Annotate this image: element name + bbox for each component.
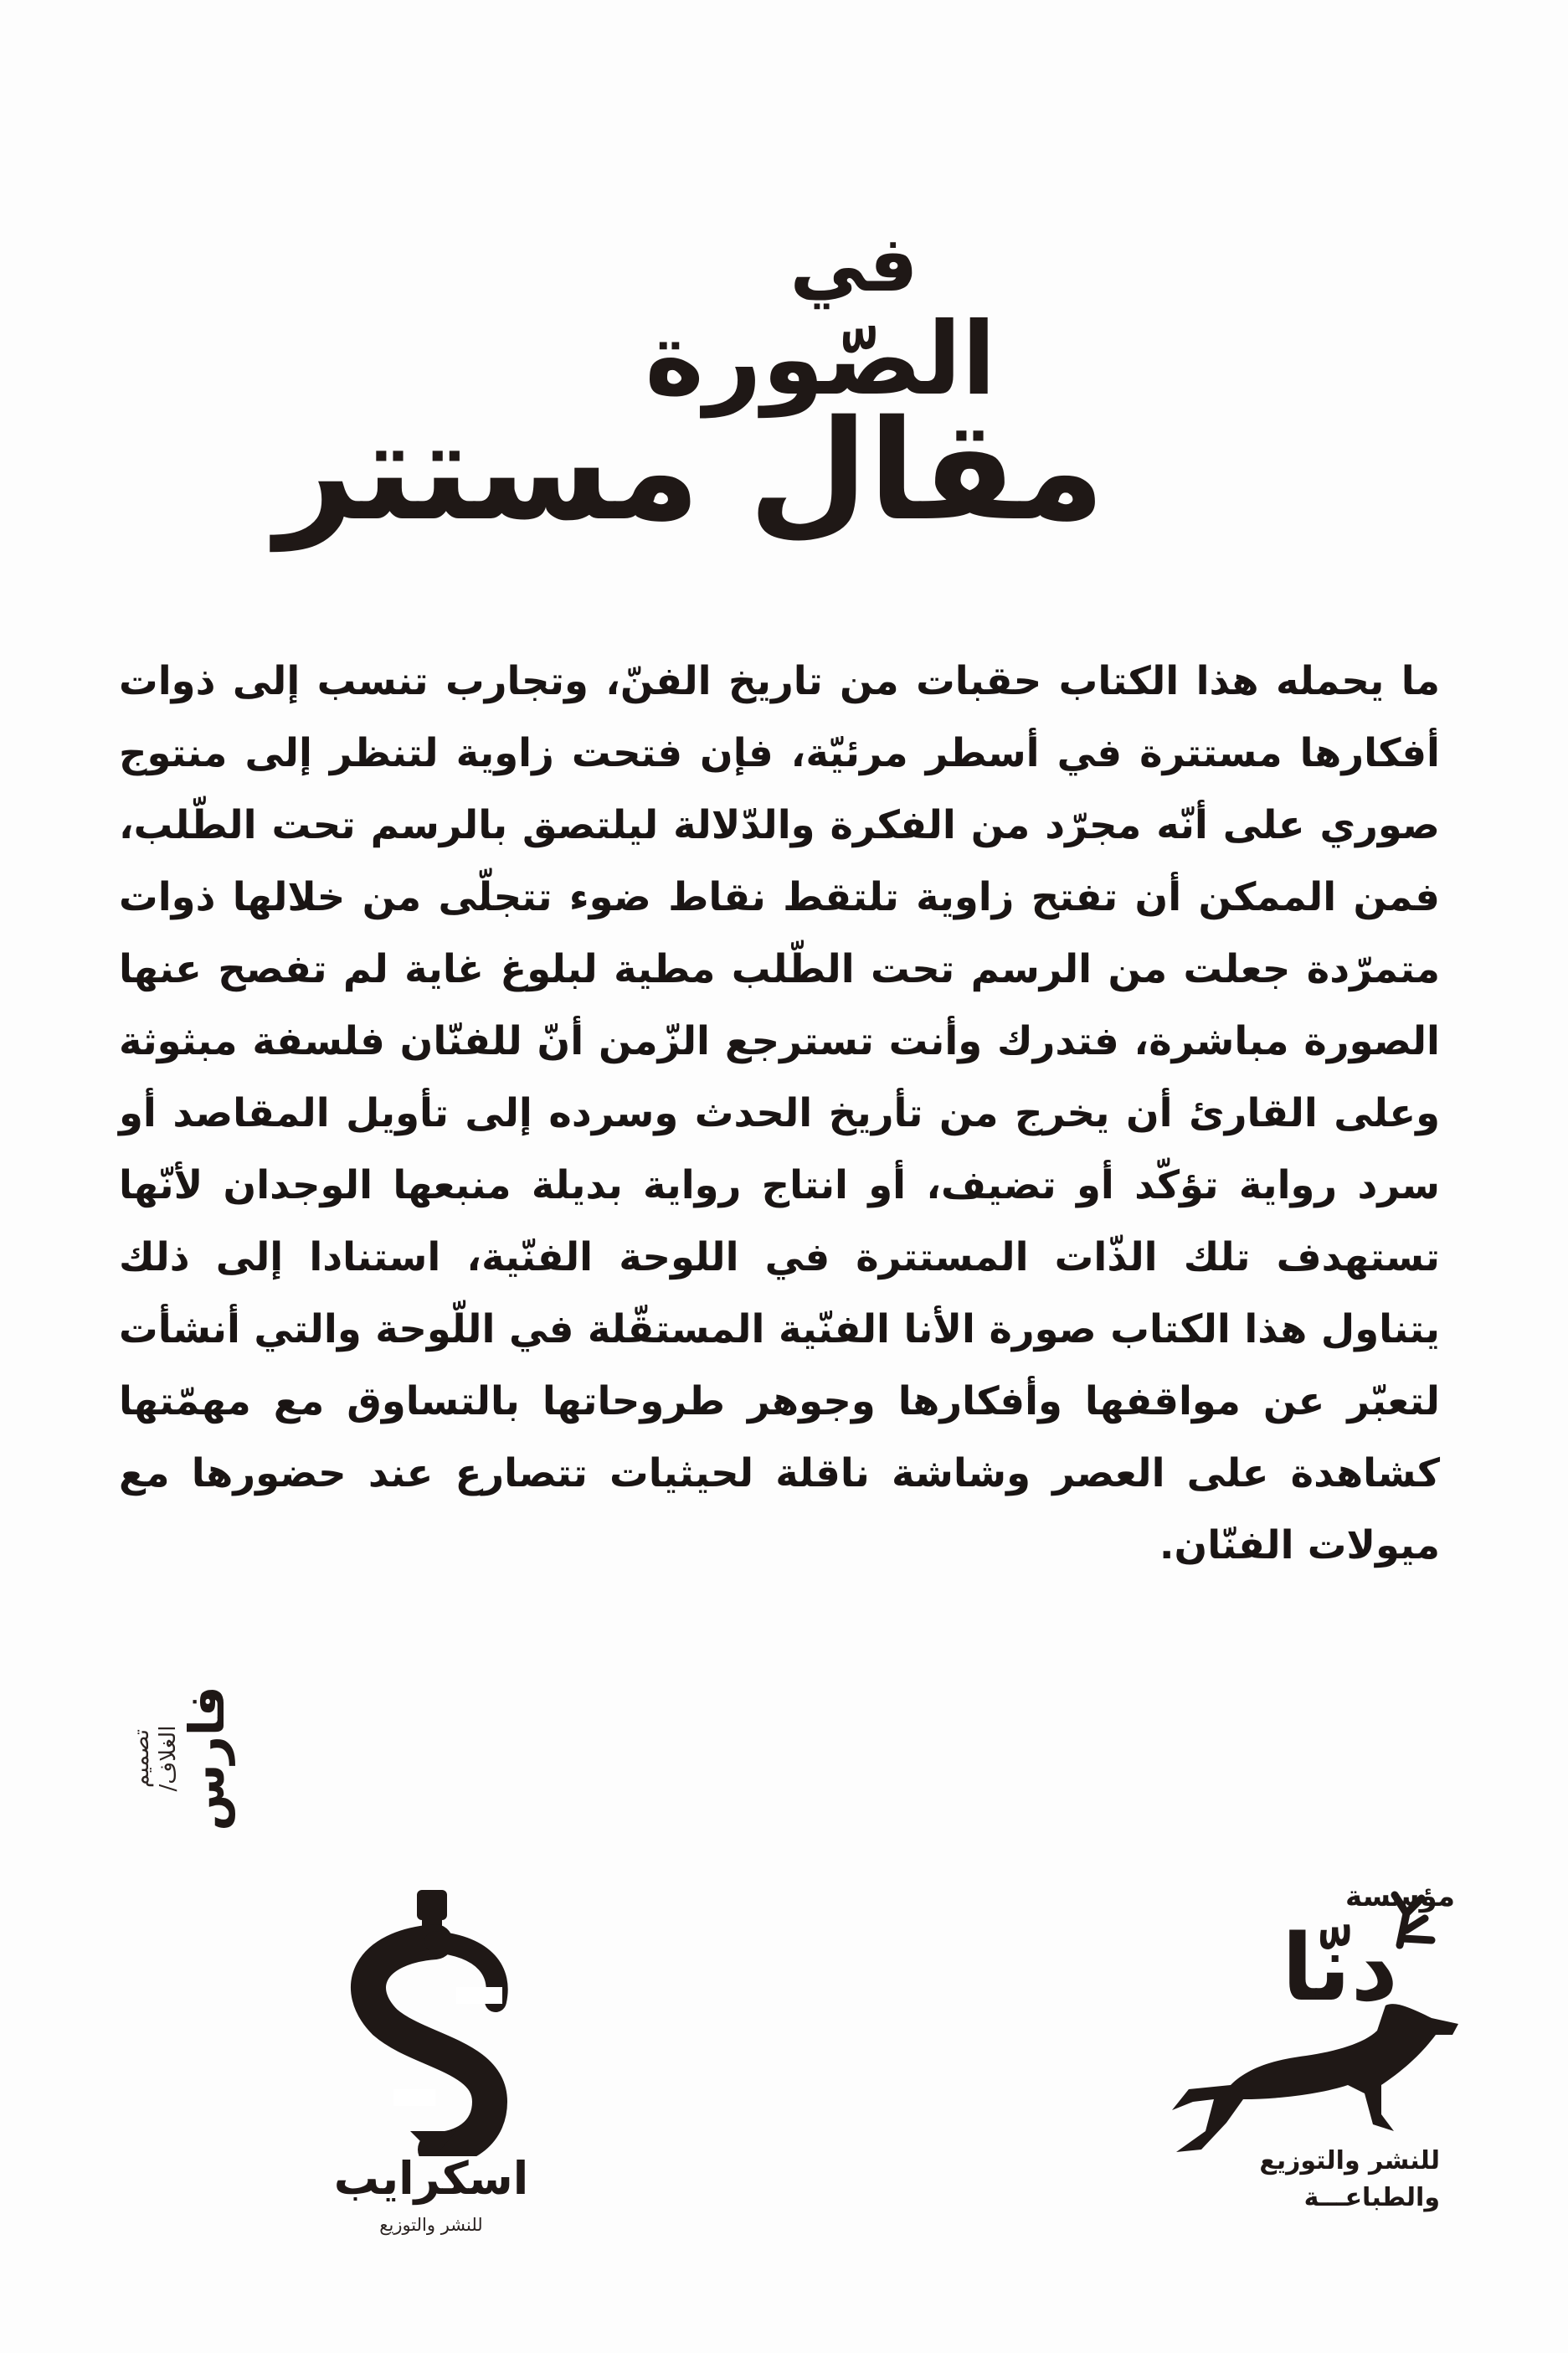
pen-nib-icon <box>310 1880 553 2156</box>
scribe-name: اسكرايب <box>333 2152 529 2205</box>
designer-label-line2: الغلاف/ <box>156 1725 181 1792</box>
title-line-sura: الصّورة <box>645 301 996 418</box>
title-line-fi: في <box>789 219 918 309</box>
book-title <box>275 219 1105 561</box>
blurb-paragraph: ما يحمله هذا الكتاب حقبات من تاريخ الفنّ، وتجارب تنسب إلى ذوات أفكارها مستترة في أسطر مرئيّة، فإن فتحت زاوية لتنظر إلى منتوج صوري على أنّه مجرّد من الفكرة والدّلالة ليلتصق بالرسم تحت الطّلب، فمن الممكن أن تفتح زاوية تلتقط نقاط ضوء تتجلّى من خلالها ذوات متمرّدة جعلت من الرسم تحت الطّلب مطية لبلوغ غاية لم تفصح عنها الصورة مباشرة، فتدرك وأنت تسترجع الزّمن أنّ للفنّان فلسفة مبثوثة وعلى القارئ أن يخرج من تأريخ الحدث وسرده إلى تأويل المقاصد أو سرد رواية تؤكّد أو تضيف، أو انتاج رواية بديلة منبعها الوجدان لأنّها تستهدف تلك الذّات المستترة في اللوحة الفنّية، استنادا إلى ذلك يتناول هذا الكتاب صورة الأنا الفنّية المستقّلة في اللّوحة والتي أنشأت لتعبّر عن مواقفها وأفكارها وجوهر طروحاتها بالتساوق مع مهمّتها كشاهدة على العصر وشاشة ناقلة لحيثيات تتصارع عند حضورها مع ميولات الفنّان. <box>119 658 1440 1568</box>
designer-name: فارس <box>178 1686 235 1831</box>
dana-name: دنّا <box>1281 1914 1398 2021</box>
dana-tagline-1: للنشر والتوزيع <box>1259 2146 1440 2175</box>
scribe-publisher-logo <box>310 1880 553 2248</box>
dana-publisher-logo <box>1155 1880 1465 2240</box>
title-line-maqal: مقال مستتر <box>275 390 1105 551</box>
scribe-tagline: للنشر والتوزيع <box>379 2215 483 2235</box>
dana-prefix: مؤسسة <box>1344 1880 1455 1913</box>
cover-designer-credit <box>126 1662 234 1855</box>
designer-label-line1: تصميم <box>129 1729 154 1788</box>
dana-tagline-2: والطباعـــة <box>1303 2183 1440 2212</box>
